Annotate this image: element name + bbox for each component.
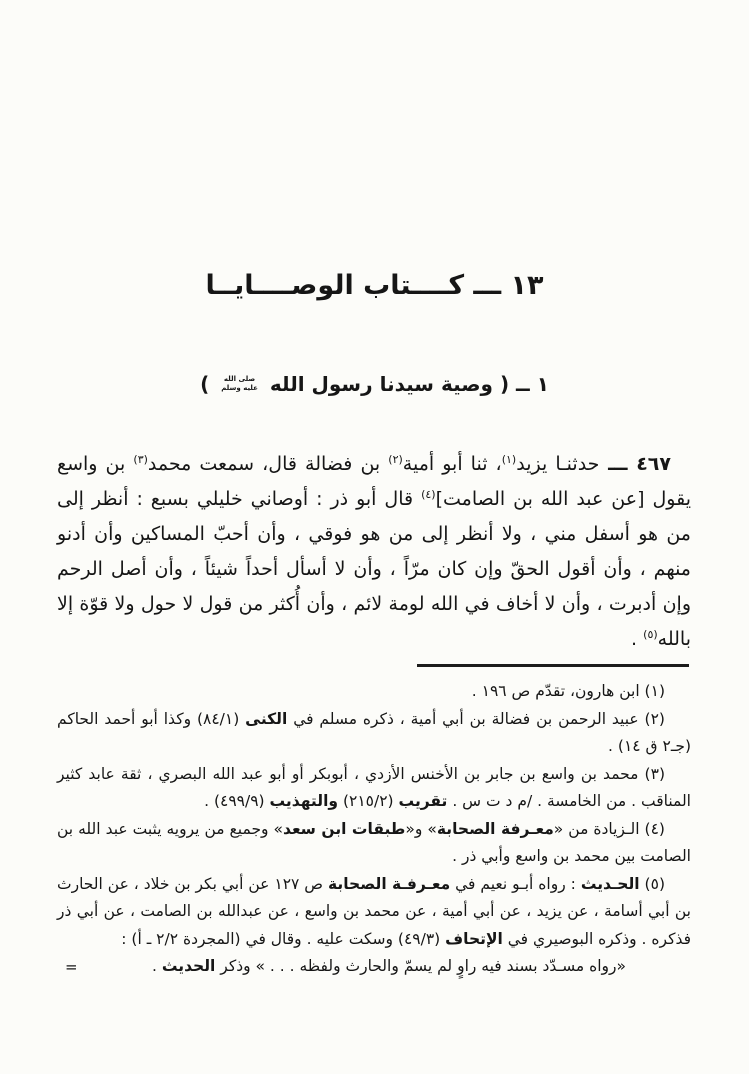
text-segment: بن واسع يقول [عن عبد الله بن الصامت] (57, 453, 691, 510)
text-segment: طبقات ابن سعد (282, 819, 406, 838)
footnote-2 (57, 706, 691, 761)
text-segment: (٢) عبيد الرحمن بن فضالة بن أبي أمية ، ذكره مسلم في (287, 709, 665, 728)
footnote-quote-text (152, 957, 626, 975)
text-segment: » وجميع من يرويه يثبت عبد الله بن الصامت بين محمد بن واسع وأبي ذر . (57, 819, 691, 865)
text-segment: الحـديث (580, 874, 640, 893)
pbuh-seal-line1: صلى الله (223, 375, 256, 384)
text-segment: (٣) محمد بن واسع بن جابر بن الأخنس الأزدي ، أبوبكر أو أبو عبد الله البصري ، ثقة عابد كثير المناقب . من الخامسة . /م د ت س . (57, 764, 691, 810)
section-title-text: ١ ــ ( وصية سيدنا رسول الله (262, 372, 549, 396)
text-segment: ، ثنا أبو أمية (402, 453, 502, 475)
footnote-1 (57, 678, 691, 706)
text-segment: الكنى (245, 709, 288, 728)
footnote-marker: (١) (501, 453, 517, 466)
text-segment: . (631, 628, 644, 650)
text-segment: معـرفـة الصحابة (328, 874, 451, 893)
hadith-paragraph (57, 447, 691, 657)
text-segment: والتهذيب (269, 792, 339, 810)
text-segment: (٨٤/١) وكذا أبو أحمد الحاكم (جـ٢ ق ١٤) . (57, 709, 691, 755)
page-continuation-mark: = (65, 958, 78, 976)
chapter-title: ١٣ ـــ كــــتاب الوصــــايــا (205, 270, 544, 301)
footnote-4 (57, 816, 691, 871)
text-segment: (١) ابن هارون، تقدّم ص ١٩٦ . (471, 682, 665, 700)
text-segment: (٥) (639, 874, 665, 893)
text-segment: بن فضالة قال، سمعت محمد (147, 453, 389, 475)
text-segment: (٤٩٩/٩) . (204, 792, 270, 810)
text-segment: : رواه أبـو نعيم في (450, 874, 581, 893)
text-segment: معـرفة الصحابة (436, 819, 554, 838)
text-segment: الإتحاف (445, 929, 503, 948)
text-segment: قال أبو ذر : أوصاني خليلي بسبع : أنظر إلى من هو أسفل مني ، ولا أنظر إلى من هو فوقي ، وأن أحبّ المساكين وأن أدنو منهم ، وأن أقول الحقّ وإن كان مرّاً ، وأن لا أسأل أحداً شيئاً ، وأن أصل الرحم وإن أدبرت ، وأن لا أخاف في الله لومة لائم ، وأن أُكثر من قول لا حول ولا قوّة إلا بالله (57, 488, 691, 650)
text-segment: (٤) الـزيادة من « (553, 819, 665, 838)
footnote-5 (57, 871, 691, 954)
footnote-marker: (٢) (388, 453, 403, 466)
footnote-marker: (٣) (133, 453, 148, 466)
footnote-3 (57, 761, 691, 816)
text-segment: (٢١٥/٢) (338, 792, 399, 810)
text-segment: حدثنـا يزيد (516, 453, 600, 475)
pbuh-seal (221, 375, 258, 391)
footnote-5-quote-line (57, 953, 691, 981)
text-segment: تقريب (398, 792, 448, 810)
section-title (0, 372, 749, 396)
text-segment: ٤٦٧ ـــ (599, 453, 671, 475)
text-segment: «رواه مسـدّد بسند فيه راوٍ لم يسمّ والحارث ولفظه . . . » وذكر (215, 957, 627, 975)
footnote-separator (417, 664, 689, 667)
footnote-marker: (٥) (643, 628, 658, 641)
footnote-marker: (٤) (421, 488, 436, 501)
text-segment: الحديث (161, 957, 216, 975)
text-segment: (٤٩/٣) وسكت عليه . وقال في (المجردة ٢/٢ ـ أ) : (121, 929, 446, 948)
section-title-close: ) (200, 372, 217, 396)
text-segment: . (151, 957, 162, 975)
footnotes-block (57, 678, 691, 981)
text-segment: ص ١٢٧ عن أبي بكر بن خلاد ، عن الحارث بن أبي أسامة ، عن يزيد ، عن أبي أمية ، عن محمد بن واسع ، عن عبدالله بن الصامت ، عن أبي ذر فذكره . وذكره البوصيري في (57, 874, 691, 948)
text-segment: » و« (405, 819, 437, 838)
pbuh-seal-line2: عليه وسلم (221, 383, 258, 392)
